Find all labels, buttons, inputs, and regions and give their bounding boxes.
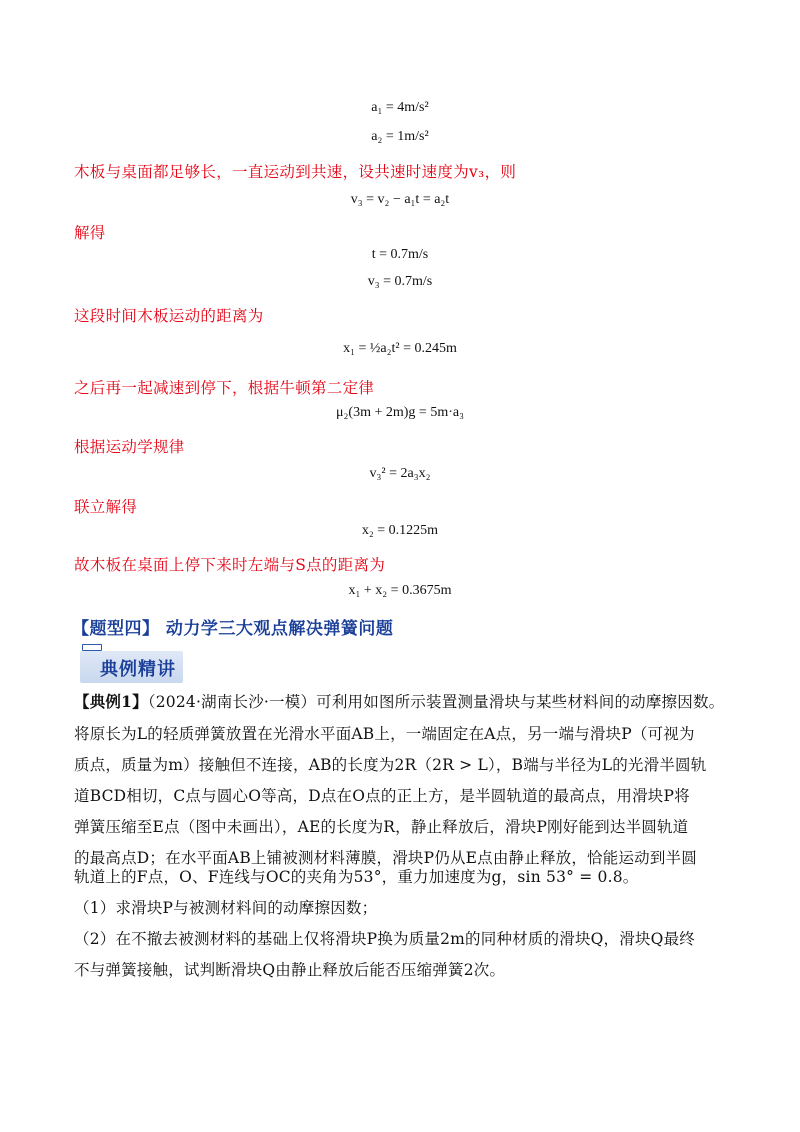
equation-t: t = 0.7m/s xyxy=(371,247,429,262)
solution-line-distance: 这段时间木板运动的距离为 xyxy=(74,307,264,325)
equation-mu2: μ₂(3m + 2m)g = 5m·a₃ xyxy=(336,405,464,420)
equation-v3-squared: v₃² = 2a₃x₂ xyxy=(369,466,431,481)
banner-decoration xyxy=(82,644,102,651)
solution-line-combine: 联立解得 xyxy=(74,498,138,516)
equation-x2: x₂ = 0.1225m xyxy=(361,523,439,538)
example-line-1 xyxy=(74,690,724,712)
solution-line-kinematics: 根据运动学规律 xyxy=(74,438,185,456)
example-line-4: 道BCD相切，C点与圆心O等高，D点在O点的正上方，是半圆轨道的最高点，用滑块P将 xyxy=(74,787,690,805)
equation-a1: a₁ = 4m/s² xyxy=(371,100,429,115)
example-text-1: （2024·湖南长沙·一模）可利用如图所示装置测量滑块与某些材料间的动摩擦因数。 xyxy=(147,693,725,711)
equation-x1: x₁ = ½a₂t² = 0.245m xyxy=(343,341,457,356)
example-line-6: 的最高点D；在水平面AB上铺被测材料薄膜，滑块P仍从E点由静止释放，恰能运动到半圆 xyxy=(74,849,697,867)
solution-line-conclusion: 故木板在桌面上停下来时左端与S点的距离为 xyxy=(74,556,386,574)
question-2-line-2: 不与弹簧接触，试判断滑块Q由静止释放后能否压缩弹簧2次。 xyxy=(74,961,506,979)
equation-a2: a₂ = 1m/s² xyxy=(371,129,429,144)
example-label: 【典例1】 xyxy=(74,692,148,711)
example-line-7: 轨道上的F点，O、F连线与OC的夹角为53°，重力加速度为g，sin 53° = 0.8。 xyxy=(74,868,639,886)
equation-total-distance: x₁ + x₂ = 0.3675m xyxy=(348,583,452,598)
solution-line-newton: 之后再一起减速到停下，根据牛顿第二定律 xyxy=(74,379,375,397)
example-line-2: 将原长为L的轻质弹簧放置在光滑水平面AB上，一端固定在A点，另一端与滑块P（可视为 xyxy=(74,725,695,743)
solution-line-solve: 解得 xyxy=(74,224,106,242)
question-1: （1）求滑块P与被测材料间的动摩擦因数； xyxy=(74,899,378,917)
example-line-5: 弹簧压缩至E点（图中未画出），AE的长度为R，静止释放后，滑块P刚好能到达半圆轨道 xyxy=(74,818,689,836)
question-2-line-1: （2）在不撤去被测材料的基础上仅将滑块P换为质量2m的同种材质的滑块Q，滑块Q最终 xyxy=(74,930,695,948)
equation-v3: v₃ = 0.7m/s xyxy=(367,274,433,289)
example-banner-label: 典例精讲 xyxy=(100,659,176,680)
example-line-3: 质点，质量为m）接触但不连接，AB的长度为2R（2R > L），B端与半径为L的光滑半圆轨 xyxy=(74,756,707,774)
solution-line-common-speed: 木板与桌面都足够长，一直运动到共速，设共速时速度为v₃，则 xyxy=(74,163,517,181)
section-heading: 【题型四】 动力学三大观点解决弹簧问题 xyxy=(72,619,394,639)
equation-v3-relation: v₃ = v₂ − a₁t = a₂t xyxy=(350,192,450,207)
